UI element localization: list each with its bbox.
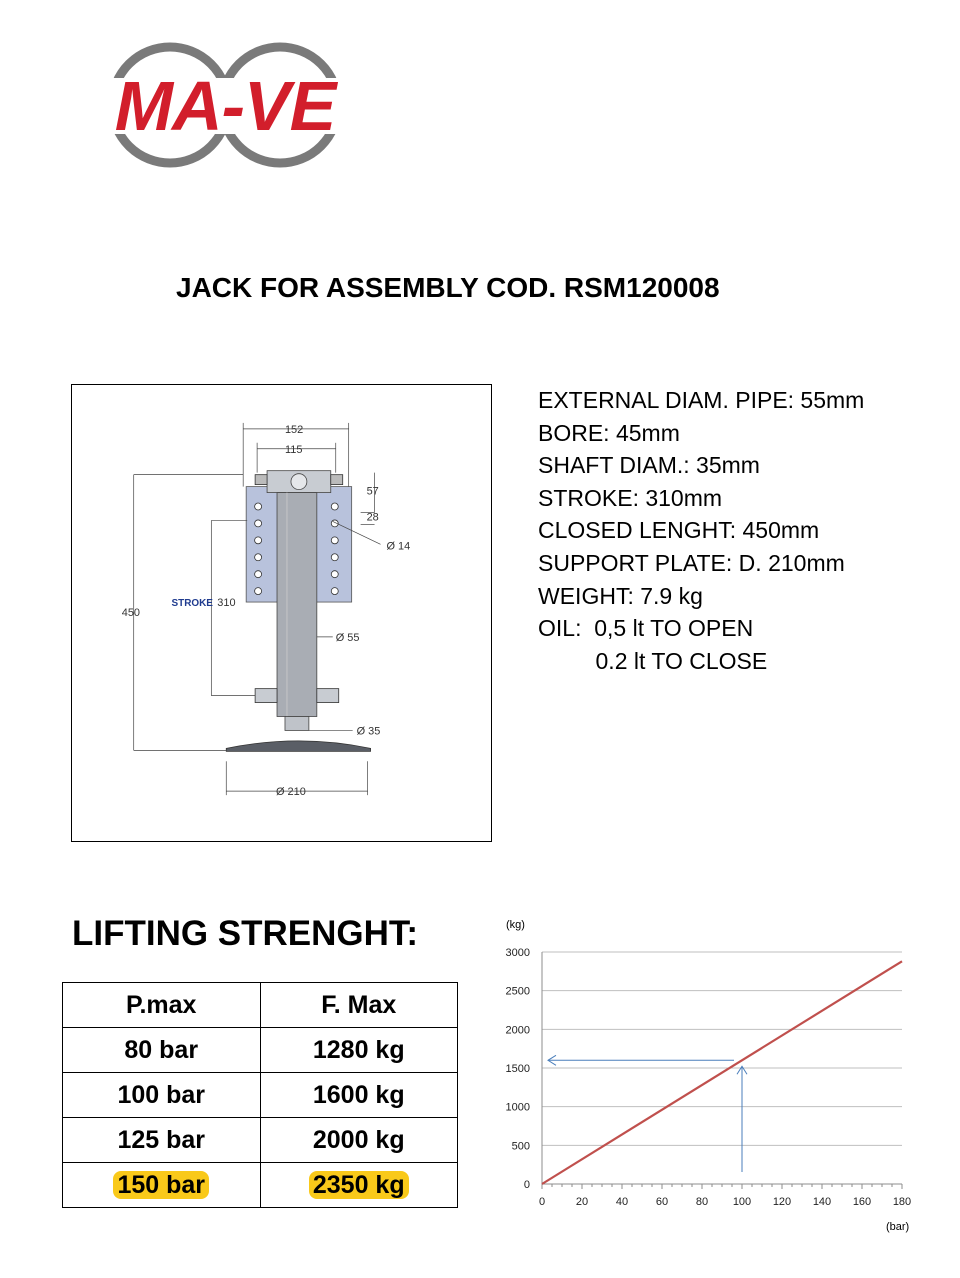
- spec-closed-length: CLOSED LENGHT: 450mm: [538, 517, 820, 544]
- cell-force-highlighted: [260, 1163, 458, 1208]
- dim-152: 152: [284, 423, 304, 436]
- lifting-title: LIFTING STRENGHT:: [72, 914, 419, 953]
- jack-drawing-svg: [72, 385, 491, 841]
- x-tick-label: 120: [772, 1196, 792, 1208]
- table-row: [63, 1118, 458, 1163]
- logo-text: MA-VE: [114, 67, 336, 145]
- dim-28: 28: [366, 511, 379, 524]
- spec-oil-open: OIL: 0,5 lt TO OPEN: [538, 615, 754, 642]
- x-axis-label: (bar): [886, 1221, 910, 1233]
- x-tick-label: 140: [812, 1196, 832, 1208]
- spec-oil-close: 0.2 lt TO CLOSE: [538, 647, 768, 674]
- chart-svg: [492, 912, 922, 1242]
- stroke-value: 310: [217, 597, 236, 610]
- spec-weight: WEIGHT: 7.9 kg: [538, 582, 703, 609]
- table-row-highlighted: [63, 1163, 458, 1208]
- lifting-chart: [492, 912, 922, 1242]
- spec-external-diam: EXTERNAL DIAM. PIPE: 55mm: [538, 387, 865, 413]
- x-tick-label: 100: [732, 1196, 752, 1208]
- page-title: JACK FOR ASSEMBLY COD. RSM120008: [176, 272, 720, 303]
- cell-pressure: 125 bar: [63, 1118, 261, 1163]
- mave-logo: [70, 30, 380, 180]
- y-tick-label: 2500: [505, 985, 530, 998]
- spec-shaft-diam: SHAFT DIAM.: 35mm: [538, 452, 760, 479]
- lifting-table: [62, 982, 458, 1208]
- dim-d14: Ø 14: [386, 540, 411, 553]
- cell-force: 1600 kg: [260, 1073, 458, 1118]
- cell-pressure: 80 bar: [63, 1028, 261, 1073]
- cell-pressure-highlighted: [63, 1163, 261, 1208]
- highlight-force: 2350 kg: [309, 1171, 409, 1199]
- x-tick-label: 0: [538, 1196, 546, 1208]
- x-tick-label: 40: [615, 1196, 629, 1208]
- dim-d210: Ø 210: [276, 786, 306, 799]
- spec-support-plate: SUPPORT PLATE: D. 210mm: [538, 549, 845, 576]
- dim-450: 450: [121, 606, 141, 619]
- spec-stroke: STROKE: 310mm: [538, 484, 723, 511]
- dim-57: 57: [366, 485, 379, 498]
- x-tick-label: 20: [575, 1196, 589, 1208]
- table-header-row: [63, 983, 458, 1028]
- spec-list: [538, 384, 864, 677]
- y-tick-label: 1500: [505, 1063, 530, 1075]
- y-tick-label: 2000: [505, 1024, 530, 1037]
- y-tick-label: 0: [523, 1179, 530, 1191]
- logo-graphic: [70, 30, 380, 180]
- table-row: [63, 1073, 458, 1118]
- y-tick-label: 500: [511, 1140, 530, 1153]
- header-pmax: P.max: [63, 983, 261, 1028]
- dim-115: 115: [284, 443, 303, 456]
- spec-bore: BORE: 45mm: [538, 419, 680, 446]
- table-row: [63, 1028, 458, 1073]
- cell-pressure: 100 bar: [63, 1073, 261, 1118]
- stroke-label: STROKE: [171, 598, 213, 610]
- x-tick-label: 160: [852, 1196, 872, 1208]
- y-tick-label: 3000: [505, 947, 530, 959]
- x-tick-label: 60: [655, 1196, 669, 1208]
- header-fmax: F. Max: [260, 983, 458, 1028]
- x-tick-label: 80: [695, 1196, 709, 1208]
- technical-drawing: [71, 384, 492, 842]
- cell-force: 2000 kg: [260, 1118, 458, 1163]
- series-line: [542, 961, 902, 1184]
- dim-d35: Ø 35: [356, 725, 381, 738]
- y-tick-label: 1000: [505, 1101, 530, 1114]
- highlight-pressure: 150 bar: [113, 1171, 209, 1199]
- x-tick-label: 180: [892, 1196, 912, 1208]
- cell-force: 1280 kg: [260, 1028, 458, 1073]
- y-axis-label: (kg): [506, 919, 525, 931]
- dim-d55: Ø 55: [335, 631, 360, 644]
